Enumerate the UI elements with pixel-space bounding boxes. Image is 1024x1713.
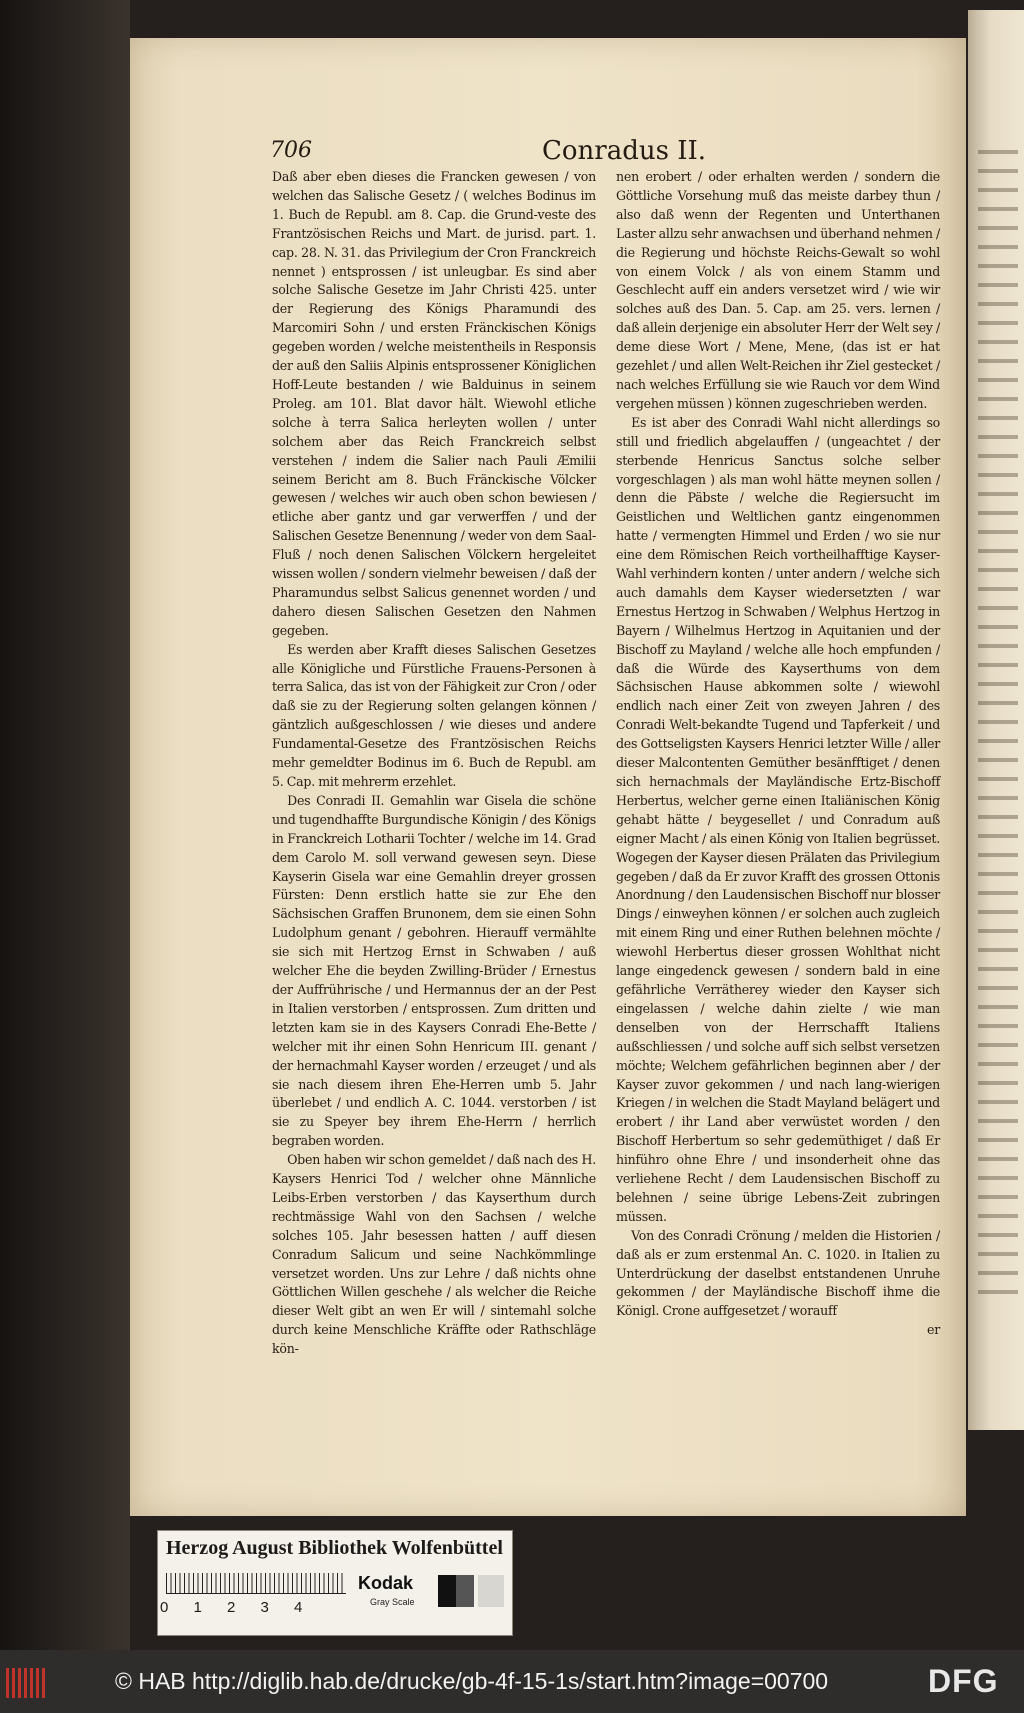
- paragraph: nen erobert / oder erhalten werden / sondern die Göttliche Vorsehung muß das meiste darbey thun / also daß wenn der Regenten und Unterthanen Laster allzu sehr anwachsen und überhand nehmen / die Regierung und höchste Reichs-Gewalt so wohl von einem Volck / als von einem Stamm und Geschlecht auff ein anders versetzet wird / wie wir solches auß des Dan. 5. Cap. am 25. vers. lernen / daß allein derjenige ein absoluter Herr der Welt sey / deme diese Wort / Mene, Mene, (das ist er hat gezehlet / und allen Welt-Reichen ihr Ziel gestecket / nach welches Erfüllung sie wie Rauch vor dem Wind vergehen müssen ) können zugeschrieben werden.: [616, 169, 940, 411]
- paragraph: Es ist aber des Conradi Wahl nicht allerdings so still und friedlich abgelauffen / (ungeachtet / der sterbende Henricus Sanctus solche selber vorgeschlagen ) als man wohl hätte meynen sollen / denn die Päbste / welche die Regiersucht im Geistlichen und Weltlichen gantz eingenommen hatte / vermengten Himmel und Erden / wo sie nur eine dem Römischen Reich vortheilhafftige Kayser-Wahl verhindern konten / unter andern / welche sich auch damahls dem Kayser wiedersetzten / war Ernestus Hertzog in Schwaben / Welphus Hertzog in Bayern / Wilhelmus Hertzog in Aquitanien und der Bischoff zu Mayland / welche alle hoch empfunden / daß die Würde des Kayserthums von dem Sächsischen Hause abkommen solte / wiewohl endlich nach einer Zeit von zweyen Jahren / des Conradi Welt-bekandte Tugend und Tapferkeit / und des Gottseligsten Kaysers Henrici letzter Wille / aller dieser Malcontenten Gemüther besänfftiget / denen sich hernachmals der Mayländische Ertz-Bischoff Herbertus, welcher gerne einen Italiänischen König gehabt hätte / beygesellet / und Conradum auß eigner Macht / als einen König von Italien begrüsset. Wogegen der Kayser diesen Prälaten das Privilegium gegeben / daß da Er zuvor Krafft des grossen Ottonis Anordnung / den Laudensischen Bischoff nur blosser Dings / einweyhen können / er solchen auch zugleich mit einem Ring und einer Ruthen belehnen möchte / wiewohl Herbertus dieser grossen Wohlthat nicht lange eingedenck gewesen / sondern bald in eine gefährliche Verrätherey wieder den Kayser sich eingelassen / welche dahin zielte / wie man denselben von der Herrschafft Italiens außschliessen / und solche auff sich selbst versetzen möchte; Welchem gefährlichen beginnen aber / der Kayser zuvor gekommen / und nach lang-wierigen Kriegen / in welchen die Stadt Mayland belägert und erobert / ihr Land aber verwüstet worden / den Bischoff Herbertum so sehr gedemüthiget / daß Er hinführo ohne Ehre / und insonderheit ohne das verliehene Recht / dem Laudensischen Bischoff zu belehnen / seine übrige Lebens-Zeit zubringen müssen.: [616, 414, 940, 1224]
- dfg-logo: DFG: [928, 1663, 999, 1699]
- book-page: [130, 38, 966, 1516]
- book-spine: [0, 0, 130, 1650]
- paragraph: Daß aber eben dieses die Francken gewesen / von welchen das Salische Gesetz / ( welches Bodinus im 1. Buch de Republ. am 8. Cap. die Grund-veste des Frantzösischen Reichs und Mart. de jurisd. part. 1. cap. 28. N. 31. das Privilegium der Cron Franckreich nennet ) entsprossen / ist unleugbar. Es sind aber solche Salische Gesetze im Jahr Christi 425. unter der Regierung des Königs Pharamundi des Marcomiri Sohn / und ersten Fränckischen Königs gegeben worden / welche meistentheils in Responsis der auß den Saliis Alpinis entsprossener Königlichen Hoff-Leute bestanden / wie Balduinus in seinem Proleg. am 101. Blat davor hält. Wiewohl etliche solche à terra Salica herleyten wollen / unter solchem aber das Reich Franckreich selbst verstehen / indem die Salier nach Pauli Æmilii seinem Bericht am 8. Buch Fränckische Völcker gewesen / welches wir auch oben schon bewiesen / etliche aber gantz und gar verwerffen / und der Salischen Gesetze Benennung / weder von dem Saal-Fluß / noch denen Salischen Völckern hergeleitet wissen wollen / sondern vielmehr beweisen / daß der Pharamundus selbst Salicus genennet worden / und dahero diesen Salischen Gesetzen den Nahmen gegeben.: [272, 169, 596, 638]
- paragraph: Von des Conradi Crönung / melden die Historien / daß als er zum erstenmal An. C. 1020. in Italien zu Unterdrückung der daselbst entstandenen Unruhe gekommen / der Mayländische Bischoff ihme die Königl. Crone auffgesetzet / worauff: [616, 1227, 940, 1319]
- footer-bar: [0, 1650, 1024, 1713]
- ruler-scale: [166, 1573, 346, 1594]
- catchword: er: [927, 1322, 940, 1338]
- paragraph: Oben haben wir schon gemeldet / daß nach des H. Kaysers Henrici Tod / welcher ohne Männliche Leibs-Erben verstorben / das Kayserthum durch rechtmässige Wahl von den Sachsen / welche solches 105. Jahr besessen hatten / auff diesen Conradum Salicum und seine Nachkömmlinge versetzet worden. Uns zur Lehre / daß nichts ohne Göttlichen Willen geschehe / als welcher die Reiche dieser Welt gibt an wen Er will / sintemahl solche durch keine Menschliche Kräffte oder Rathschläge kön-: [272, 1152, 596, 1357]
- gray-patch-dark: [438, 1575, 474, 1607]
- copyright-link[interactable]: © HAB http://diglib.hab.de/drucke/gb-4f-15-1s/start.htm?image=00700: [115, 1668, 829, 1694]
- facing-page-text-shadow: [978, 150, 1018, 1300]
- library-name: Herzog August Bibliothek Wolfenbüttel: [166, 1537, 503, 1559]
- hab-logo-icon: [6, 1668, 46, 1698]
- paragraph: Es werden aber Krafft dieses Salischen Gesetzes alle Königliche und Fürstliche Frauens-Personen à terra Salica, das ist von der Fähigkeit zur Cron / oder daß sie zu der Regierung solten gelangen können / gäntzlich außgeschlossen / wie dieses und andere Fundamental-Gesetze des Frantzösischen Reichs mehr gemeldter Bodinus im 6. Buch de Republ. am 5. Cap. mit mehrerm erzehlet.: [272, 641, 596, 789]
- gray-patch-light: [478, 1575, 504, 1607]
- page-number: 706: [270, 138, 312, 163]
- kodak-logo: Kodak: [358, 1573, 414, 1593]
- color-calibration-bar: [157, 1530, 513, 1636]
- left-column: [272, 168, 596, 1359]
- gray-scale-label: Gray Scale: [370, 1597, 415, 1607]
- right-column: [616, 168, 940, 1340]
- paragraph: Des Conradi II. Gemahlin war Gisela die schöne und tugendhaffte Burgundische Königin / des Königs in Franckreich Lotharii Tochter / welche im 14. Grad dem Carolo M. soll verwand gewesen seyn. Diese Kayserin Gisela war eine Gemahlin dreyer grossen Fürsten: Denn erstlich hatte sie zur Ehe den Sächsischen Graffen Brunonem, dem sie einen Sohn Ludolphum genant / gebohren. Hierauff vermählte sie sich mit Hertzog Ernst in Schwaben / auß welcher Ehe die beyden Zwilling-Brüder / Ernestus der Auffrührische / und Hermannus der an der Pest in Italien verstorben / entsprossen. Zum dritten und letzten kam sie in des Kaysers Conradi Ehe-Bette / welcher mit ihr einen Sohn Henricum III. genant / der hernachmahl Kayser worden / erzeuget / und als sie nach diesem ihren Ehe-Herren umb 5. Jahr überlebet / und endlich A. C. 1044. verstorben / ist sie zu Speyer bey ihrem Ehe-Herrn / herrlich begraben worden.: [272, 792, 596, 1149]
- running-head: Conradus II.: [542, 136, 707, 166]
- ruler-numbers: 0 1 2 3 4: [160, 1599, 303, 1616]
